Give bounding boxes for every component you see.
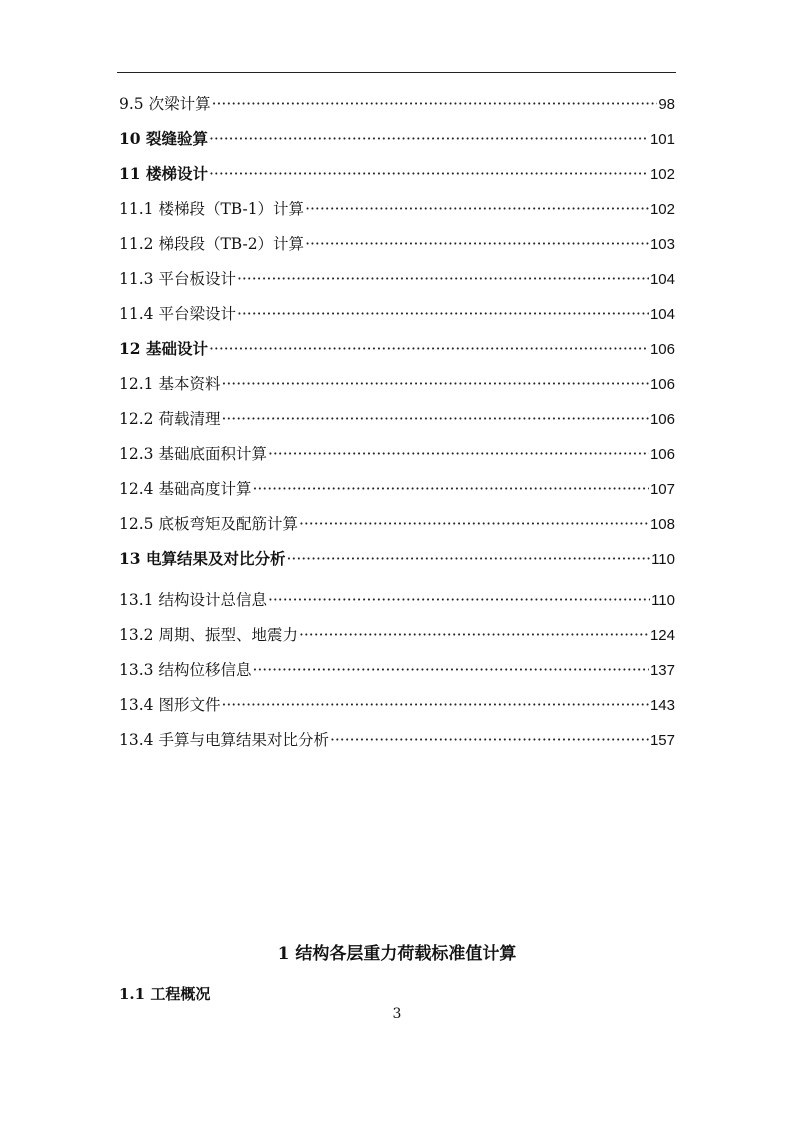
toc-leader-dots [268, 591, 650, 609]
toc-entry-label: 10 裂缝验算 [119, 129, 208, 148]
toc-entry-page: 108 [649, 516, 675, 533]
toc-entry-12-1[interactable] [119, 372, 675, 407]
toc-entry-9-5[interactable] [119, 92, 675, 127]
toc-entry-label: 13 电算结果及对比分析 [119, 549, 286, 568]
toc-entry-page: 98 [658, 96, 675, 113]
toc-entry-label: 12.3 基础底面积计算 [119, 445, 267, 463]
toc-entry-13-3[interactable] [119, 658, 675, 693]
toc-entry-13-1[interactable] [119, 588, 675, 623]
toc-entry-page: 110 [651, 551, 675, 568]
table-of-contents [119, 92, 675, 763]
toc-entry-label: 13.1 结构设计总信息 [119, 591, 267, 609]
toc-entry-page: 103 [649, 236, 675, 253]
toc-entry-page: 104 [649, 306, 675, 323]
toc-leader-dots [252, 661, 649, 679]
toc-leader-dots [221, 375, 649, 393]
toc-entry-page: 110 [651, 592, 675, 609]
toc-entry-page: 106 [649, 446, 675, 463]
toc-entry-13-4-comparison[interactable] [119, 728, 675, 763]
page-number: 3 [392, 1006, 402, 1022]
toc-leader-dots [252, 480, 649, 498]
toc-entry-label: 11.3 平台板设计 [119, 270, 236, 288]
toc-entry-label: 12 基础设计 [119, 339, 208, 358]
toc-leader-dots [299, 626, 649, 644]
toc-leader-dots [237, 305, 649, 323]
toc-entry-11-4[interactable] [119, 302, 675, 337]
toc-entry-13[interactable] [119, 547, 675, 582]
toc-entry-13-2[interactable] [119, 623, 675, 658]
toc-entry-label: 13.4 图形文件 [119, 696, 221, 714]
toc-entry-page: 102 [649, 166, 675, 183]
toc-entry-12-5[interactable] [119, 512, 675, 547]
section-title: 1 结构各层重力荷载标准值计算 [277, 944, 517, 964]
toc-leader-dots [268, 445, 649, 463]
toc-entry-label: 11.4 平台梁设计 [119, 305, 236, 323]
toc-entry-page: 104 [649, 271, 675, 288]
toc-entry-page: 107 [649, 481, 675, 498]
toc-entry-label: 12.4 基础高度计算 [119, 480, 252, 498]
toc-entry-page: 157 [649, 732, 675, 749]
toc-entry-page: 124 [649, 627, 675, 644]
subsection-title: 1.1 工程概况 [119, 985, 211, 1003]
toc-entry-page: 106 [649, 411, 675, 428]
toc-leader-dots [221, 410, 649, 428]
toc-leader-dots [209, 340, 649, 358]
toc-entry-11-3[interactable] [119, 267, 675, 302]
toc-entry-label: 12.2 荷载清理 [119, 410, 221, 428]
toc-entry-page: 102 [649, 201, 675, 218]
toc-entry-page: 101 [649, 131, 675, 148]
toc-entry-10[interactable] [119, 127, 675, 162]
toc-entry-12-4[interactable] [119, 477, 675, 512]
toc-entry-label: 13.3 结构位移信息 [119, 661, 252, 679]
toc-entry-page: 106 [649, 341, 675, 358]
toc-leader-dots [209, 130, 649, 148]
toc-entry-label: 12.1 基本资料 [119, 375, 221, 393]
header-rule [117, 72, 676, 73]
toc-entry-label: 11.2 梯段段（TB-2）计算 [119, 235, 305, 253]
toc-leader-dots [221, 696, 649, 714]
toc-entry-12[interactable] [119, 337, 675, 372]
toc-leader-dots [286, 550, 650, 568]
toc-entry-label: 13.4 手算与电算结果对比分析 [119, 731, 329, 749]
toc-entry-12-2[interactable] [119, 407, 675, 442]
toc-leader-dots [299, 515, 649, 533]
toc-leader-dots [305, 235, 649, 253]
toc-entry-label: 11.1 楼梯段（TB-1）计算 [119, 200, 305, 218]
toc-leader-dots [330, 731, 649, 749]
toc-entry-label: 12.5 底板弯矩及配筋计算 [119, 515, 298, 533]
toc-entry-11-2[interactable] [119, 232, 675, 267]
toc-leader-dots [305, 200, 649, 218]
toc-leader-dots [237, 270, 649, 288]
toc-entry-12-3[interactable] [119, 442, 675, 477]
toc-entry-11-1[interactable] [119, 197, 675, 232]
toc-leader-dots [209, 165, 649, 183]
toc-entry-page: 106 [649, 376, 675, 393]
toc-entry-13-4-graphics[interactable] [119, 693, 675, 728]
toc-entry-label: 11 楼梯设计 [119, 164, 208, 183]
toc-entry-label: 9.5 次梁计算 [119, 95, 211, 113]
toc-entry-11[interactable] [119, 162, 675, 197]
toc-entry-page: 137 [649, 662, 675, 679]
toc-leader-dots [212, 95, 658, 113]
toc-entry-page: 143 [649, 697, 675, 714]
toc-entry-label: 13.2 周期、振型、地震力 [119, 626, 298, 644]
